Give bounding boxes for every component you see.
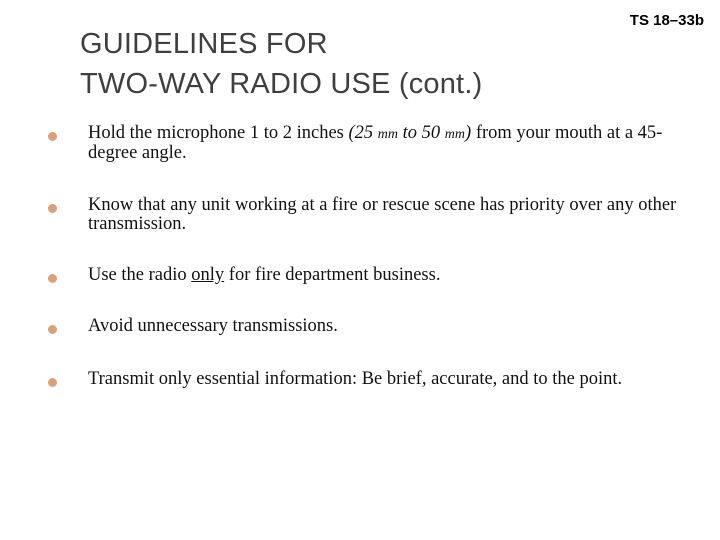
bullet-text: Avoid unnecessary transmissions. xyxy=(88,316,338,336)
bullet-dot-icon xyxy=(48,378,57,387)
bullet-item xyxy=(48,196,708,234)
bullet-text-part: from your mouth at a 45-degree angle. xyxy=(88,123,663,163)
bullet-text-part: Use the radio xyxy=(88,265,192,285)
bullet-item xyxy=(48,266,708,285)
slide-title xyxy=(80,24,482,104)
bullet-text-part: for fire department business. xyxy=(224,265,441,285)
metric-unit: mm xyxy=(377,127,399,142)
slide-title-line-2: TWO-WAY RADIO USE (cont.) xyxy=(80,68,483,100)
bullet-text xyxy=(88,266,708,285)
bullet-text: Know that any unit working at a fire or rescue scene has priority over any other transmission. xyxy=(88,195,677,234)
bullet-dot-icon xyxy=(48,132,57,141)
bullet-dot-icon xyxy=(48,325,57,334)
bullet-text: Transmit only essential information: Be brief, accurate, and to the point. xyxy=(88,369,623,389)
metric-open: (25 xyxy=(348,123,378,143)
bullet-item xyxy=(48,317,708,336)
metric-mid: to 50 xyxy=(398,123,445,143)
bullet-dot-icon xyxy=(48,204,57,213)
bullet-item xyxy=(48,370,708,389)
metric-close: ) xyxy=(465,123,472,143)
bullet-item xyxy=(48,124,708,163)
bullet-text-part: Hold the microphone 1 to 2 inches xyxy=(88,123,349,143)
metric-conversion xyxy=(349,123,472,143)
metric-unit: mm xyxy=(444,127,466,142)
slide-code: TS 18–33b xyxy=(629,12,704,29)
slide-title-line-1: GUIDELINES FOR xyxy=(80,28,328,60)
bullet-text xyxy=(88,124,708,163)
bullet-dot-icon xyxy=(48,274,57,283)
emphasis-text: only xyxy=(191,265,225,285)
